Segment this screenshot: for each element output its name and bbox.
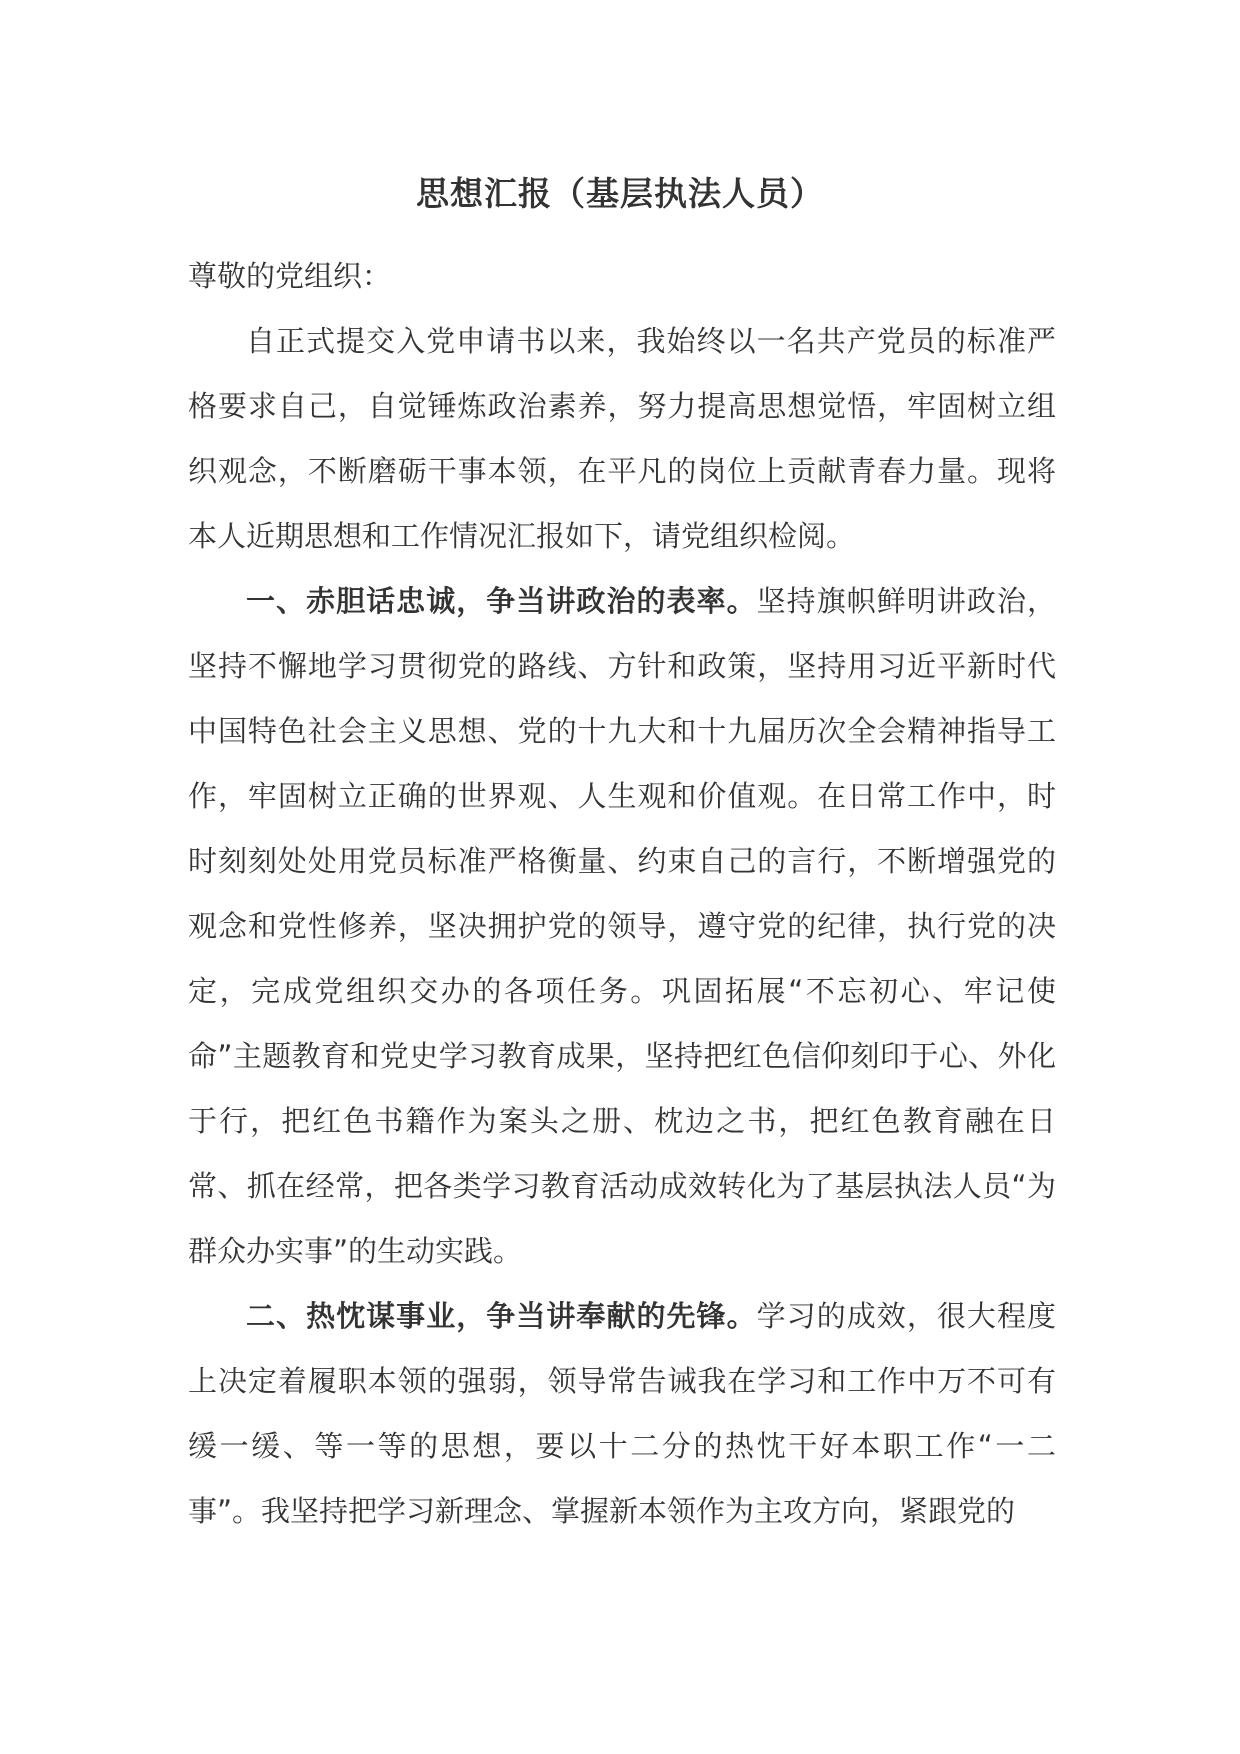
- document-body: [188, 244, 1056, 1544]
- section-heading-2: 二、热忱谋事业，争当讲奉献的先锋。: [246, 1299, 757, 1333]
- section-paragraph-2: [188, 1284, 1056, 1544]
- intro-paragraph: 自正式提交入党申请书以来，我始终以一名共产党员的标准严格要求自己，自觉锤炼政治素养，努力提高思想觉悟，牢固树立组织观念，不断磨砺干事本领，在平凡的岗位上贡献青春力量。现将本人近期思想和工作情况汇报如下，请党组织检阅。: [188, 324, 1056, 553]
- section-paragraph-1: [188, 569, 1056, 1284]
- document-title: 思想汇报（基层执法人员）: [416, 174, 824, 213]
- section-heading-1: 一、赤胆话忠诚，争当讲政治的表率。: [246, 584, 757, 618]
- section-text-1: 坚持旗帜鲜明讲政治，坚持不懈地学习贯彻党的路线、方针和政策，坚持用习近平新时代中国特色社会主义思想、党的十九大和十九届历次全会精神指导工作，牢固树立正确的世界观、人生观和价值观。在日常工作中，时时刻刻处处用党员标准严格衡量、约束自己的言行，不断增强党的观念和党性修养，坚决拥护党的领导，遵守党的纪律，执行党的决定，完成党组织交办的各项任务。巩固拓展“不忘初心、牢记使命”主题教育和党史学习教育成果，坚持把红色信仰刻印于心、外化于行，把红色书籍作为案头之册、枕边之书，把红色教育融在日常、抓在经常，把各类学习教育活动成效转化为了基层执法人员“为群众办实事”的生动实践。: [188, 584, 1056, 1268]
- section-text-2: 学习的成效，很大程度上决定着履职本领的强弱，领导常告诫我在学习和工作中万不可有缓一缓、等一等的思想，要以十二分的热忱干好本职工作“一二事”。我坚持把学习新理念、掌握新本领作为主攻方向，紧跟党的: [188, 1299, 1056, 1528]
- greeting-line: 尊敬的党组织：: [188, 259, 392, 293]
